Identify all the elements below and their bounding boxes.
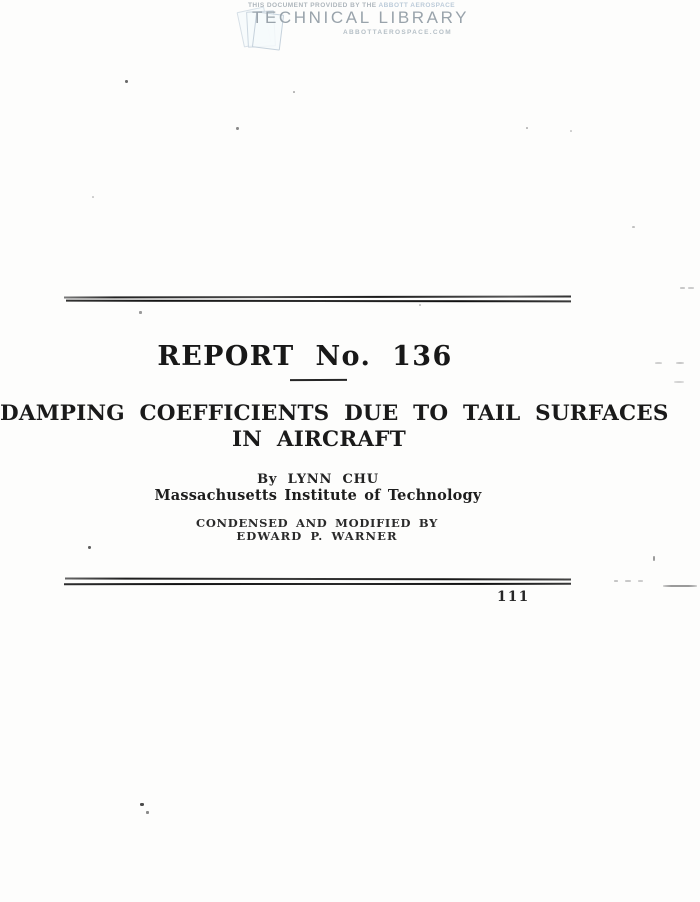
watermark-provided-prefix: THIS DOCUMENT PROVIDED BY THE — [248, 2, 377, 9]
scan-speck — [419, 304, 421, 306]
document-title — [0, 401, 669, 452]
scan-speck — [688, 287, 694, 289]
watermark-provided-brand: ABBOTT AEROSPACE — [378, 2, 456, 9]
scan-speck — [140, 803, 144, 806]
scan-speck — [680, 287, 685, 289]
bottom-rule-lower-line — [64, 582, 571, 584]
scan-speck — [570, 130, 572, 132]
condensed-note: CONDENSED AND MODIFIED BY — [195, 516, 438, 530]
scan-speck — [293, 91, 295, 93]
scan-speck — [663, 585, 697, 587]
scan-speck — [125, 80, 128, 83]
scan-speck — [236, 127, 239, 130]
top-rule-upper-line — [64, 295, 571, 298]
scan-speck — [674, 381, 684, 383]
watermark-brand-title: TECHNICAL LIBRARY — [252, 8, 470, 27]
scan-speck — [139, 311, 142, 314]
top-rule-lower-line — [66, 299, 571, 302]
author-affiliation: Massachusetts Institute of Technology — [154, 487, 482, 504]
scan-speck — [632, 226, 635, 228]
scan-speck — [614, 580, 618, 582]
scan-speck — [653, 556, 655, 561]
scan-speck — [88, 546, 91, 549]
modifier-name: EDWARD P. WARNER — [236, 529, 398, 543]
technical-library-watermark — [0, 0, 700, 60]
bottom-rule-upper-line — [65, 578, 571, 580]
scan-speck — [655, 362, 662, 364]
heading-divider-rule — [290, 378, 347, 380]
scan-speck — [638, 580, 643, 582]
scan-speck — [526, 127, 528, 129]
document-title-line2: IN AIRCRAFT — [232, 426, 406, 452]
scan-speck — [625, 580, 631, 582]
report-number-heading: REPORT No. 136 — [157, 341, 453, 372]
document-title-line1: DAMPING COEFFICIENTS DUE TO TAIL SURFACES — [0, 401, 669, 426]
scan-speck — [676, 362, 684, 364]
author-byline: By LYNN CHU — [257, 472, 379, 487]
scan-speck — [146, 811, 149, 814]
watermark-brand-url: ABBOTTAEROSPACE.COM — [343, 29, 452, 36]
page-number: 111 — [497, 589, 530, 605]
scan-speck — [92, 196, 94, 198]
